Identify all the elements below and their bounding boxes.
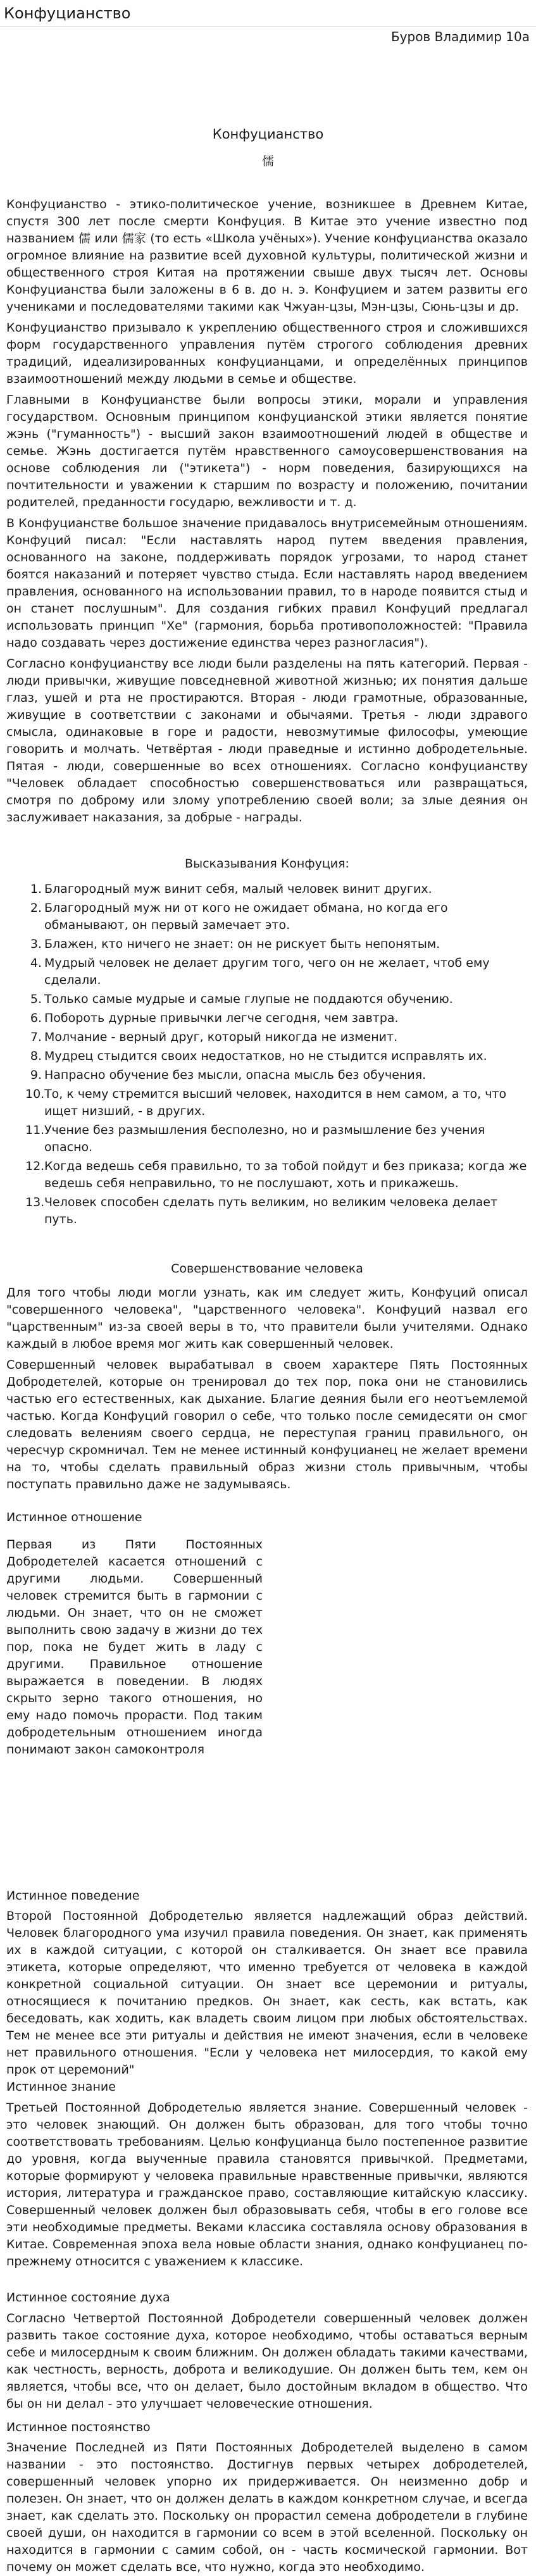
intro-paragraph: В Конфуцианстве большое значение придавалось внутрисемейным отношениям. Конфуций писал: "Если наставлять народ путем введения правления, основанного на законе, поддерживать порядок угрозами, то народ станет боятся наказаний и потеряет чувство стыда. Если наставлять народ введением правления, основанного на использовании правил, то в народе появится стыд и он станет послушным". Для создания гибких правил Конфуций предлагал использовать принцип "Хе" (гармония, борьба противоположностей: "Правила надо создавать через достижение единства через разногласия"). — [6, 516, 528, 650]
true-behavior-heading: Истинное поведение — [6, 1889, 140, 1903]
perfection-paragraph: Для того чтобы люди могли узнать, как им следует жить, Конфуций описал "совершенного человека", "царственного человека". Конфуций назвал его "царственным" из-за своей веры в то, что правители были учителями. Однако каждый в любое время мог жить как совершенный человек. — [6, 1286, 528, 1351]
document-title: Конфуцианство — [212, 127, 324, 142]
author-name: Буров Владимир 10а — [390, 29, 530, 44]
true-spirit-text: Согласно Четвертой Постоянной Добродетели совершенный человек должен развить такое состояние духа, которое необходимо, чтобы оставаться верным себе и милосердным к своим ближним. Он должен обладать такими качествами, как честность, верность, доброта и великодушие. Он должен быть тем, кем он является, чтобы все, что он делает, было достойным вкладом в общество. Что бы он ни делал - это улучшает человеческие отношения. — [6, 2312, 528, 2411]
true-knowledge-text: Третьей Постоянной Добродетелью является знание. Совершенный человек - это человек знающий. Он должен быть образован, для того чтобы точно соответствовать требованиям. Целью конфуцианца было постепенное развитие до уровня, когда выученные правила становятся привычкой. Предметами, которые формируют у человека правильные нравственные привычки, являются история, литература и гражданское право, составляющие китайскую классику. Совершенный человек должен был образовывать себя, чтобы в его голове все эти необходимые предметы. Веками классика составляла основу образования в Китае. Современная эпоха вела новые области знания, однако конфуцианец по-прежнему относится с уважением к классике. — [6, 2101, 528, 2268]
intro-section — [6, 196, 528, 830]
saying-item: 5. Только самые мудрые и самые глупые не поддаются обучению. — [30, 992, 453, 1006]
true-spirit-heading: Истинное состояние духа — [6, 2291, 170, 2305]
saying-item: 13. Человек способен сделать путь великим, но великим человека делает путь. — [25, 1195, 498, 1226]
title-bar — [0, 0, 536, 27]
saying-item: 7. Молчание - верный друг, который никогда не изменит. — [30, 1030, 398, 1044]
intro-paragraph: Конфуцианство призывало к укреплению общественного строя и сложившихся форм государственного управления путём строгого соблюдения древних традиций, идеализированных конфуцианцами, и определённых принципов взаимоотношений между людьми в семье и обществе. — [6, 321, 528, 386]
window-title: Конфуцианство — [4, 4, 131, 22]
true-knowledge-heading: Истинное знание — [6, 2080, 116, 2094]
intro-paragraph: Согласно конфуцианству все люди были разделены на пять категорий. Первая - люди привычки, живущие повседневной животной жизнью; их понятия дальше глаз, ушей и рта не простираются. Вторая - люди грамотные, образованные, живущие в соответствии с законами и обычаями. Третья - люди здравого смысла, одинаковые в горе и радости, невозмутимые философы, умеющие говорить и молчать. Четвёртая - люди праведные и истинно добродетельные. Пятая - люди, совершенные во всех отношениях. Согласно конфуцианству "Человек обладает способностью совершенствоваться или развращаться, смотря по доброму или злому употреблению своей воли; за злые деяния он заслуживает наказания, за добрые - награды. — [6, 657, 528, 824]
saying-item: 10. То, к чему стремится высший человек, находится в нем самом, а то, что ищет низший, - в других. — [25, 1087, 507, 1118]
saying-item: 8. Мудрец стыдится своих недостатков, но не стыдится исправлять их. — [30, 1049, 487, 1063]
constancy-text: Значение Последней из Пяти Постоянных Добродетелей выделено в самом названии - это постоянство. Достигнув первых четырех добродетелей, совершенный человек упорно их придерживается. Он неизменно добр и полезен. Он знает, что он должен делать в каждом конкретном случае, и всегда знает, как сделать это. Поскольку он прорастил семена добродетели в глубине своей души, он находится в гармонии со всем в этой вселенной. Поскольку он находится в гармонии с самим собой, он - часть космической гармонии. Вот почему он может сделать все, что нужно, когда это необходимо. — [6, 2441, 528, 2574]
saying-item: 3. Блажен, кто ничего не знает: он не рискует быть непонятым. — [30, 937, 440, 951]
constancy-heading: Истинное постоянство — [6, 2420, 151, 2434]
document-title-glyph: 儒 — [261, 154, 274, 168]
true-attitude-text: Первая из Пяти Постоянных Добродетелей касается отношений с другими людьми. Совершенный человек стремится быть в гармонии с людьми. Он знает, что он не сможет выполнить свою задачу в жизни до тех пор, пока не будет жить в ладу с другими. Правильное отношение выражается в поведении. В людях скрыто зерно такого отношения, но ему надо помочь прорасти. Под таким добродетельным отношением иногда понимают закон самоконтроля — [6, 1538, 263, 1757]
saying-item: 9. Напрасно обучение без мысли, опасна мысль без обучения. — [30, 1068, 427, 1082]
saying-item: 12. Когда ведешь себя правильно, то за тобой пойдут и без приказа; когда же ведешь себя неправильно, то не послушают, хоть и прикажешь. — [25, 1159, 527, 1190]
sayings-heading: Высказывания Конфуция: — [185, 857, 349, 871]
intro-paragraph: Главными в Конфуцианстве были вопросы этики, морали и управления государством. Основным принципом конфуцианской этики является понятие жэнь ("гуманность") - высший закон взаимоотношений людей в обществе и семье. Жэнь достигается путём нравственного самоусовершенствования на основе соблюдения ли ("этикета") - норм поведения, базирующихся на почтительности и уважении к старшим по возрасту и положению, почитании родителей, преданности государю, вежливости и т. д. — [6, 393, 528, 509]
saying-item: 2. Благородный муж ни от кого не ожидает обмана, но когда его обманывают, он первый замечает это. — [30, 901, 448, 932]
true-attitude-heading: Истинное отношение — [6, 1510, 142, 1524]
saying-item: 11. Учение без размышления бесполезно, но и размышление без учения опасно. — [25, 1123, 485, 1154]
sayings-list — [25, 881, 528, 1230]
perfection-section — [6, 1285, 528, 1497]
perfection-paragraph: Совершенный человек вырабатывал в своем характере Пять Постоянных Добродетелей, которые он тренировал до тех пор, пока они не становились частью его естественных, как дыхание. Благие деяния были его неотъемлемой частью. Когда Конфуций говорил о себе, что только после семидесяти он смог следовать велениям своего сердца, не переступая границ правильного, он чересчур скромничал. Тем не менее истинный конфуцианец не желает времени на то, чтобы сделать правильный образ жизни столь привычным, чтобы поступать правильно даже не задумываясь. — [6, 1358, 528, 1491]
saying-item: 4. Мудрый человек не делает другим того, чего он не желает, чтоб ему сделали. — [30, 956, 490, 987]
intro-paragraph: Конфуцианство - этико-политическое учение, возникшее в Древнем Китае, спустя 300 лет после смерти Конфуция. В Китае это учение известно под названием 儒 или 儒家 (то есть «Школа учёных»). Учение конфуцианства оказало огромное влияние на развитие всей духовной культуры, политической жизни и общественного строя Китая на протяжении свыше двух тысяч лет. Основы Конфуцианства были заложены в 6 в. до н. э. Конфуцием и затем развиты его учениками и последователями такими как Чжуан-цзы, Мэн-цзы, Сюнь-цзы и др. — [6, 197, 528, 314]
saying-item: 1. Благородный муж винит себя, малый человек винит других. — [30, 882, 432, 896]
perfection-heading: Совершенствование человека — [171, 1262, 363, 1276]
saying-item: 6. Побороть дурные привычки легче сегодня, чем завтра. — [30, 1011, 399, 1025]
true-behavior-text: Второй Постоянной Добродетелью является надлежащий образ действий. Человек благородного ума изучил правила поведения. Он знает, как применять их в каждой ситуации, с которой он сталкивается. Он знает все правила этикета, которые определяют, что именно требуется от человека в каждой конкретной социальной ситуации. Он знает все церемонии и ритуалы, относящиеся к почитанию предков. Он знает, как сесть, как встать, как беседовать, как ходить, как владеть своим лицом при любых обстоятельствах. Тем не менее все эти ритуалы и действия не имеют значения, если в человеке нет правильного отношения. "Если у человека нет милосердия, то какой ему прок от церемоний" — [6, 1909, 528, 2077]
